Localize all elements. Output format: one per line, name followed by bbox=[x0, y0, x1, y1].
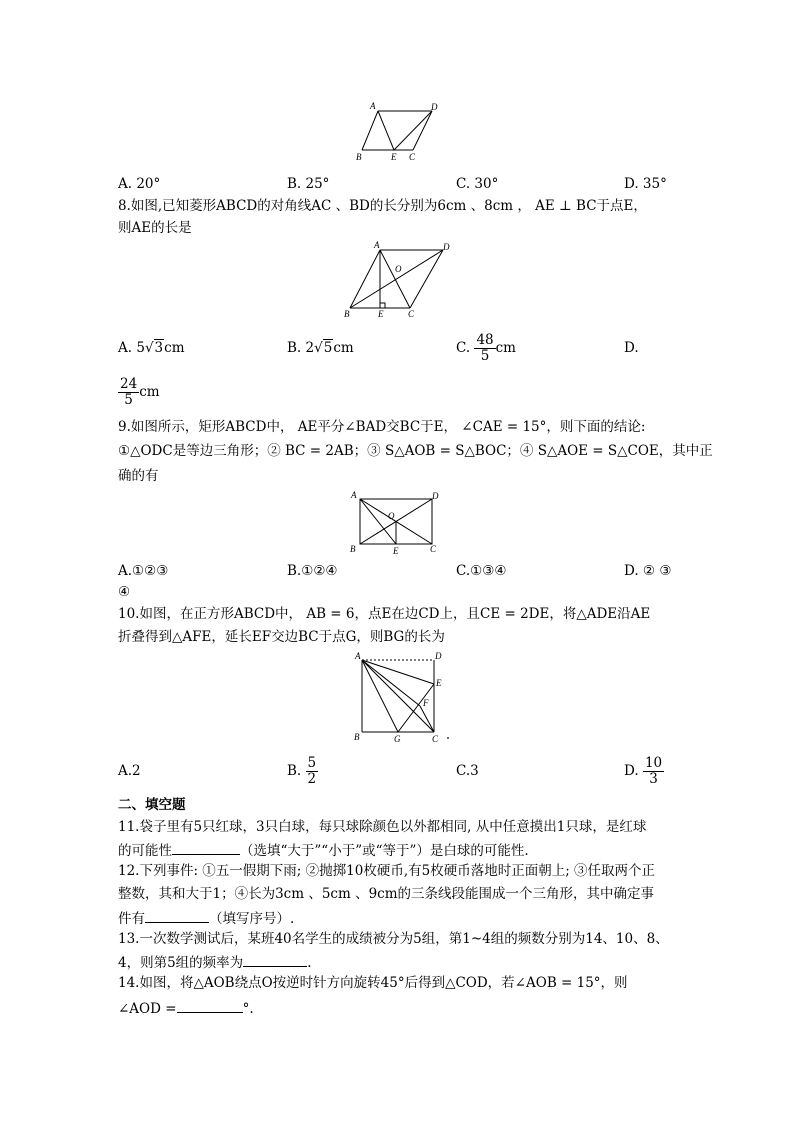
q9-rectangle bbox=[360, 499, 432, 544]
q8-option-b-radicand: 5 bbox=[323, 340, 333, 356]
q10-option-d: D. $\frac{10}{3}$ bbox=[624, 754, 663, 787]
q8-option-d-value: $\frac{24}{5}$ cm bbox=[120, 375, 160, 408]
q10-option-b-fraction: $\frac{5}{2}$ bbox=[307, 754, 317, 787]
q9-option-a: A.①②③ bbox=[118, 563, 169, 579]
q10-option-a: A.2 bbox=[118, 763, 141, 779]
q7-option-d: D. 35° bbox=[624, 176, 667, 192]
q11-text-line2: 的可能性 （选填“大于”“小于”或“等于”）是白球的可能性. bbox=[118, 840, 529, 860]
q10-square bbox=[362, 660, 434, 732]
q8-option-d-fraction: $\frac{24}{5}$ bbox=[120, 375, 138, 408]
q9-option-d-wrap: ④ bbox=[118, 584, 131, 600]
q8-label-b: B bbox=[344, 309, 350, 319]
q14-text-line1: 14.如图，将△AOB绕点O按逆时针方向旋转45°后得到△COD，若∠AOB = 15°，则 bbox=[118, 975, 628, 991]
q7-option-a: A. 20° bbox=[118, 176, 161, 192]
q14-answer-blank[interactable] bbox=[177, 998, 243, 1013]
section2-heading: 二、填空题 bbox=[118, 797, 186, 813]
q13-answer-blank[interactable] bbox=[243, 952, 307, 967]
q9-option-b: B.①②④ bbox=[287, 563, 338, 579]
q12-text-line2: 整数，其和大于1；④长为3cm 、5cm 、9cm的三条线段能围成一个三角形，其中确定事 bbox=[118, 886, 655, 902]
q8-option-d: D. bbox=[624, 340, 639, 356]
q9-label-e: E bbox=[393, 546, 399, 556]
q8-option-c-fraction: $\frac{48}{5}$ bbox=[476, 331, 494, 364]
q7-label-c: C bbox=[409, 152, 416, 162]
q9-figure bbox=[346, 490, 446, 554]
q8-option-a: A. 5√3cm bbox=[118, 340, 185, 356]
q10-label-g: G bbox=[394, 734, 401, 744]
q9-text-line3: 确的有 bbox=[118, 468, 159, 484]
q9-text-line2: ①△ODC是等边三角形；② BC = 2AB；③ S△AOB = S△BOC；④ S△AOE = S△COE，其中正 bbox=[118, 443, 713, 459]
q9-label-b: B bbox=[350, 544, 356, 554]
q11-text-line1: 11.袋子里有5只红球，3只白球，每只球除颜色以外都相同, 从中任意摸出1只球，是红球 bbox=[118, 819, 647, 835]
q10-label-e: E bbox=[436, 678, 442, 688]
q10-option-b: B. $\frac{5}{2}$ bbox=[287, 754, 317, 787]
q12-text-line3: 件有 （填写序号）. bbox=[118, 908, 294, 928]
q14-text-line2: ∠AOD = °. bbox=[118, 998, 254, 1018]
q10-text-line1: 10.如图，在正方形ABCD中， AB = 6，点E在边CD上，且CE = 2DE，将△ADE沿AE bbox=[118, 606, 651, 622]
q10-figure bbox=[350, 650, 460, 742]
q7-label-b: B bbox=[356, 152, 362, 162]
q8-label-o: O bbox=[395, 264, 402, 274]
q7-label-d: D bbox=[431, 102, 438, 112]
q7-figure bbox=[350, 100, 450, 162]
q8-option-a-coef: 5 bbox=[136, 340, 145, 356]
q10-label-a: A bbox=[355, 651, 361, 661]
q8-label-d: D bbox=[443, 242, 450, 252]
q7-parallelogram bbox=[362, 111, 432, 150]
q8-text-line1: 8.如图,已知菱形ABCD的对角线AC 、BD的长分别为6cm 、8cm ， AE ⊥ BC于点E， bbox=[118, 198, 647, 214]
q9-label-c: C bbox=[430, 544, 437, 554]
q13-text-line2: 4，则第5组的频率为 . bbox=[118, 952, 311, 972]
q8-option-c: C. $\frac{48}{5}$ cm bbox=[456, 331, 516, 364]
q9-option-d: D. ② ③ bbox=[624, 563, 672, 579]
q9-option-c: C.①③④ bbox=[456, 563, 507, 579]
q7-label-a: A bbox=[370, 101, 376, 111]
q10-label-d: D bbox=[435, 651, 442, 661]
q10-text-line2: 折叠得到△AFE，延长EF交边BC于点G，则BG的长为 bbox=[118, 629, 445, 645]
q10-label-c: C bbox=[432, 734, 439, 744]
q9-label-d: D bbox=[432, 491, 439, 501]
q7-label-e: E bbox=[391, 152, 397, 162]
q9-text-line1: 9.如图所示，矩形ABCD中， AE平分∠BAD交BC于E， ∠CAE = 15°，则下面的结论: bbox=[118, 419, 646, 435]
q10-option-c: C.3 bbox=[456, 763, 479, 779]
q8-label-a: A bbox=[374, 240, 380, 250]
q8-option-a-radicand: 3 bbox=[154, 340, 164, 356]
q9-label-o: O bbox=[388, 511, 395, 521]
q10-option-d-fraction: $\frac{10}{3}$ bbox=[644, 754, 663, 787]
q8-rhombus bbox=[350, 250, 443, 308]
q13-text-line1: 13.一次数学测试后，某班40名学生的成绩被分为5组，第1~4组的频数分别为14、10、8、 bbox=[118, 931, 669, 947]
q10-label-f: F bbox=[423, 698, 429, 708]
q8-figure bbox=[340, 240, 460, 318]
q8-option-b: B. 2√5cm bbox=[287, 340, 354, 356]
q10-label-b: B bbox=[354, 732, 360, 742]
q8-label-c: C bbox=[408, 309, 415, 319]
q12-text-line1: 12.下列事件: ①五一假期下雨; ②抛掷10枚硬币,有5枚硬币落地时正面朝上; ③任取两个正 bbox=[118, 863, 656, 879]
q8-option-b-coef: 2 bbox=[305, 340, 315, 356]
q7-option-b: B. 25° bbox=[287, 176, 330, 192]
q7-option-c: C. 30° bbox=[456, 176, 499, 192]
q8-label-e: E bbox=[378, 309, 384, 319]
q11-answer-blank[interactable] bbox=[172, 840, 240, 855]
q8-text-line2: 则AE的长是 bbox=[118, 220, 192, 236]
q9-label-a: A bbox=[351, 490, 357, 500]
q12-answer-blank[interactable] bbox=[145, 908, 209, 923]
